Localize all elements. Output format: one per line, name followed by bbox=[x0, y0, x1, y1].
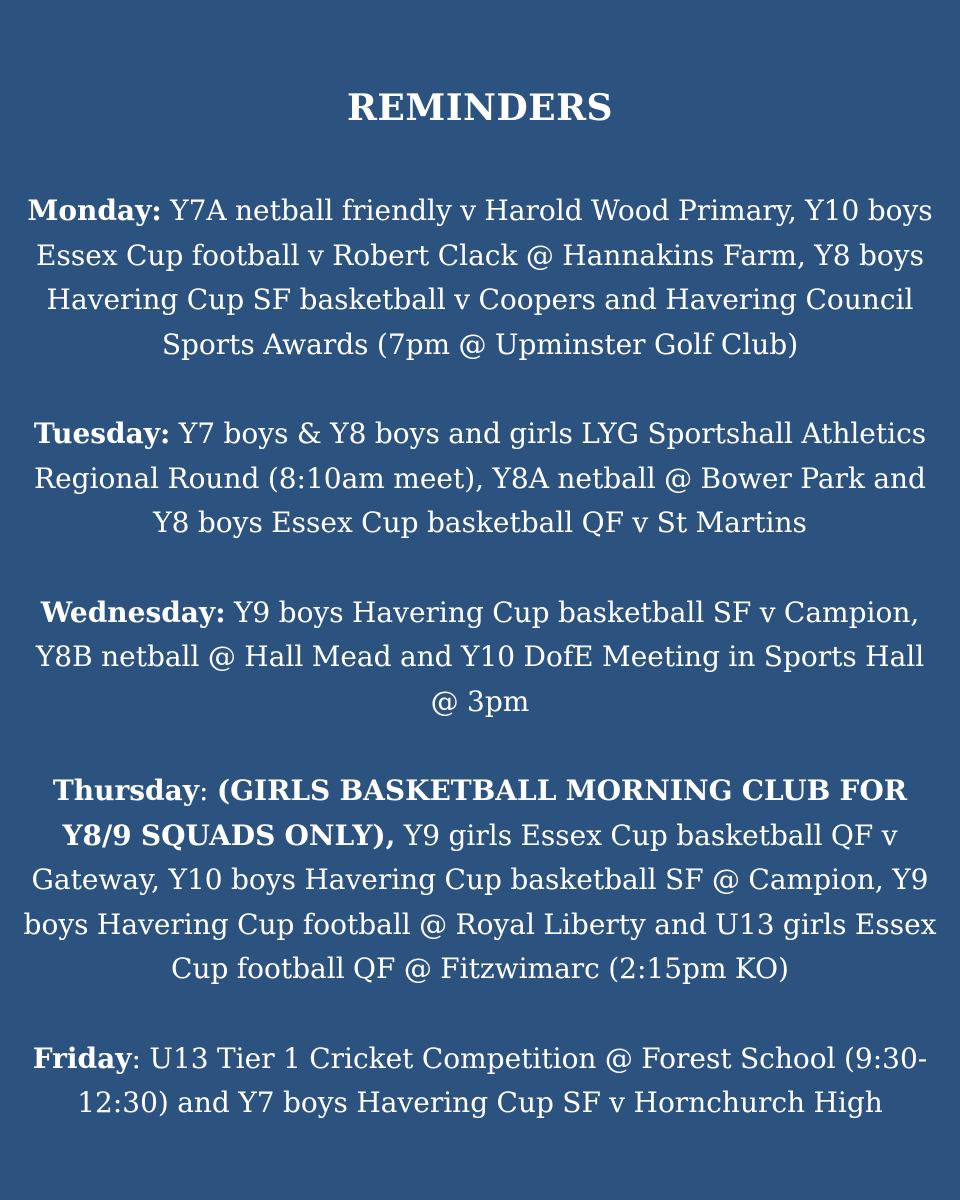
tuesday-details: Y7 boys & Y8 boys and girls LYG Sportshall Athletics Regional Round (8:10am meet), Y8A netball @ Bower Park and Y8 boys Essex Cup basketball QF v St Martins bbox=[34, 417, 927, 539]
monday-reminder bbox=[18, 189, 942, 367]
wednesday-reminder bbox=[18, 591, 942, 725]
friday-separator: : bbox=[131, 1041, 141, 1075]
thursday-highlight: (GIRLS BASKETBALL MORNING CLUB FOR Y8/9 SQUADS ONLY), bbox=[62, 774, 908, 852]
day-label-tuesday: Tuesday: bbox=[33, 417, 171, 450]
thursday-reminder bbox=[18, 769, 942, 992]
friday-details: U13 Tier 1 Cricket Competition @ Forest School (9:30-12:30) and Y7 boys Havering Cup SF v Hornchurch High bbox=[77, 1041, 928, 1119]
friday-reminder bbox=[18, 1037, 942, 1126]
tuesday-reminder bbox=[18, 412, 942, 546]
thursday-details: Y9 girls Essex Cup basketball QF v Gateway, Y10 boys Havering Cup basketball SF @ Campion, Y9 boys Havering Cup football @ Royal Liberty and U13 girls Essex Cup football QF @ Fitzwimarc (2:15pm KO) bbox=[23, 818, 937, 985]
day-label-monday: Monday: bbox=[27, 194, 162, 227]
thursday-separator: : bbox=[198, 774, 217, 807]
monday-details: Y7A netball friendly v Harold Wood Primary, Y10 boys Essex Cup football v Robert Clack @ Hannakins Farm, Y8 boys Havering Cup SF basketball v Coopers and Havering Council Sports Awards (7pm @ Upminster Golf Club) bbox=[36, 194, 933, 361]
day-label-thursday: Thursday bbox=[52, 774, 199, 807]
wednesday-details: Y9 boys Havering Cup basketball SF v Campion, Y8B netball @ Hall Mead and Y10 DofE Meeting in Sports Hall @ 3pm bbox=[35, 595, 925, 718]
day-label-wednesday: Wednesday: bbox=[40, 595, 226, 629]
day-label-friday: Friday bbox=[32, 1041, 132, 1075]
page-title: REMINDERS bbox=[346, 87, 614, 129]
